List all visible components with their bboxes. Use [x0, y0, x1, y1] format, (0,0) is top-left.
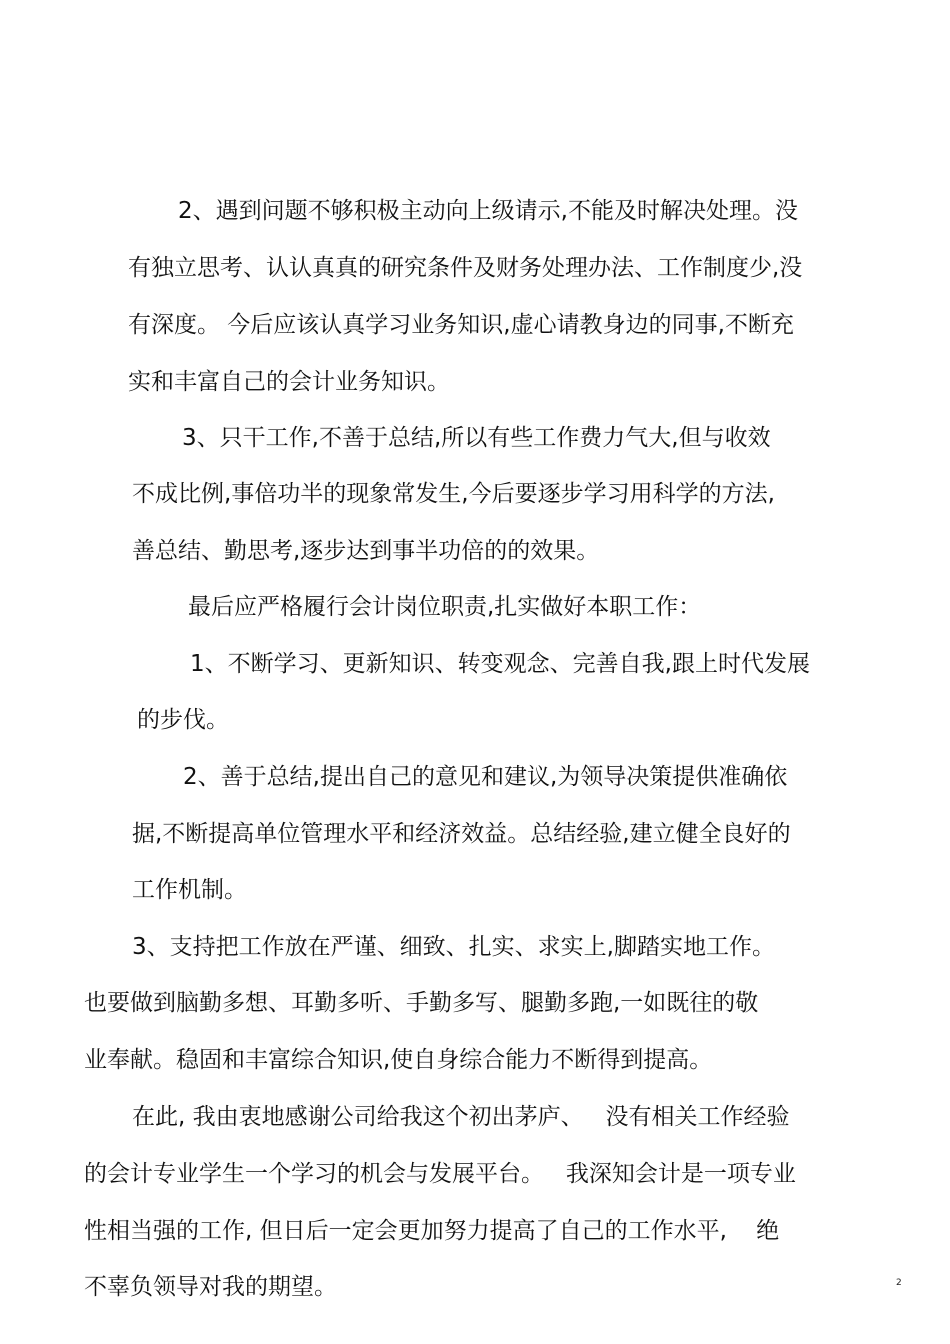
- text-line: 工作机制。: [132, 877, 247, 903]
- text-line: 最后应严格履行会计岗位职责,扎实做好本职工作：: [188, 594, 702, 620]
- text-line: 3、只干工作,不善于总结,所以有些工作费力气大,但与收效: [182, 425, 771, 451]
- text-line: 性相当强的工作, 但日后一定会更加努力提高了自己的工作水平, 绝: [84, 1218, 780, 1244]
- text-line: 有深度。 今后应该认真学习业务知识,虚心请教身边的同事,不断充: [128, 312, 794, 338]
- text-line: 实和丰富自己的会计业务知识。: [128, 369, 450, 395]
- text-line: 2、善于总结,提出自己的意见和建议,为领导决策提供准确依: [183, 764, 788, 790]
- text-line: 2、遇到问题不够积极主动向上级请示,不能及时解决处理。没: [178, 198, 798, 224]
- page-number: 2: [896, 1278, 902, 1288]
- text-line: 的步伐。: [137, 707, 229, 733]
- text-line: 不成比例,事倍功半的现象常发生,今后要逐步学习用科学的方法,: [132, 481, 775, 507]
- text-line: 不辜负领导对我的期望。: [84, 1274, 337, 1300]
- text-line: 3、支持把工作放在严谨、细致、扎实、求实上,脚踏实地工作。: [132, 934, 775, 960]
- text-line: 也要做到脑勤多想、耳勤多听、手勤多写、腿勤多跑,一如既往的敬: [84, 990, 759, 1016]
- text-line: 在此, 我由衷地感谢公司给我这个初出茅庐、 没有相关工作经验: [132, 1104, 790, 1130]
- text-line: 的会计专业学生一个学习的机会与发展平台。 我深知会计是一项专业: [84, 1161, 796, 1187]
- text-line: 1、不断学习、更新知识、转变观念、完善自我,跟上时代发展: [190, 651, 810, 677]
- text-line: 有独立思考、认认真真的研究条件及财务处理办法、工作制度少,没: [128, 255, 803, 281]
- text-line: 据,不断提高单位管理水平和经济效益。总结经验,建立健全良好的: [132, 821, 791, 847]
- text-line: 业奉献。稳固和丰富综合知识,使自身综合能力不断得到提高。: [84, 1047, 713, 1073]
- text-line: 善总结、勤思考,逐步达到事半功倍的的效果。: [132, 538, 600, 564]
